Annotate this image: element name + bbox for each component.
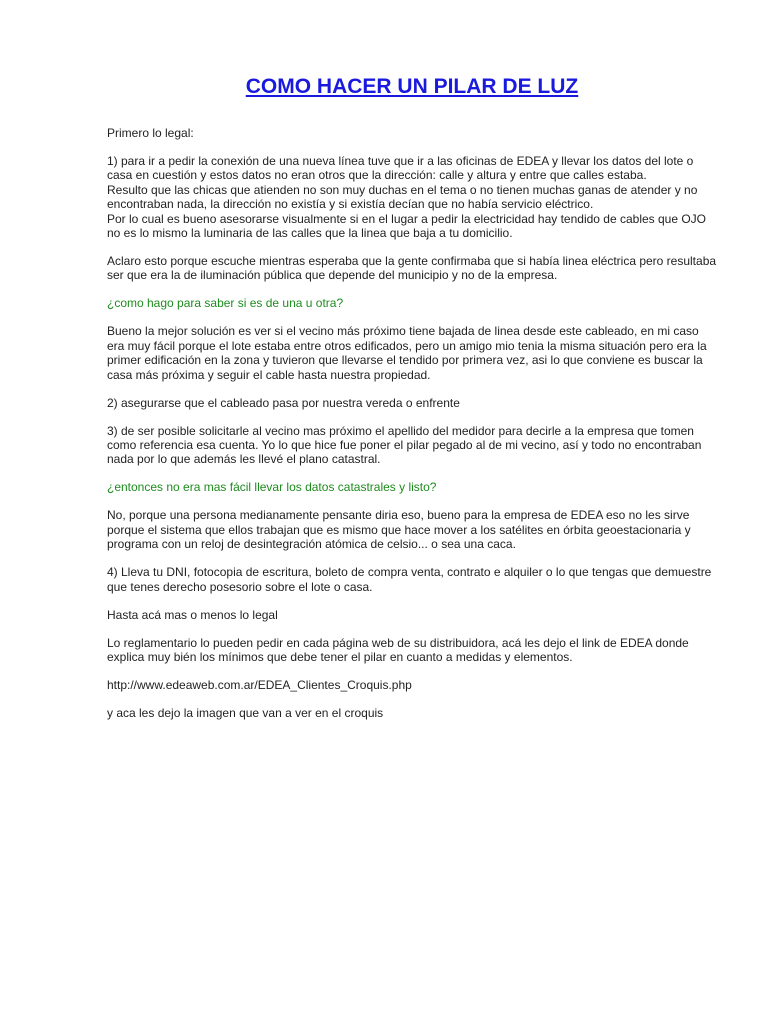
paragraph-step-1: 1) para ir a pedir la conexión de una nueva línea tuve que ir a las oficinas de EDEA y llevar los datos del lote o casa en cuestión y estos datos no eran otros que la dirección: calle y altura y entre que calles estaba. Resulto que las chicas que atienden no son muy duchas en el tema o no tienen muchas ganas de atender y no encontraban nada, la dirección no existía y si existía decían que no había servicio eléctrico. Por lo cual es bueno asesorarse visualmente si en el lugar a pedir la electricidad hay tendido de cables que OJO no es lo mismo la luminaria de las calles que la linea que baja a tu domicilio. (107, 154, 707, 241)
question-cadastral: ¿entonces no era mas fácil llevar los datos catastrales y listo? (107, 480, 437, 495)
paragraph-step-2: 2) asegurarse que el cableado pasa por nuestra vereda o enfrente (107, 395, 460, 410)
paragraph-legal-end: Hasta acá mas o menos lo legal (107, 607, 278, 622)
paragraph-answer-cadastral: No, porque una persona medianamente pensante diria eso, bueno para la empresa de EDEA eso no les sirve porque el sistema que ellos trabajan que es mismo que hace mover a los satélites en órbita geoestacionaria y programa con un reloj de desintegración atómica de celsio... o sea una caca. (107, 508, 691, 552)
paragraph-answer-neighbor: Bueno la mejor solución es ver si el vecino más próximo tiene bajada de linea desde este cableado, en mi caso era muy fácil porque el lote estaba entre otros edificados, pero un amigo mio tenia la misma situación pero era la primer edificación en la zona y tuvieron que llevarse el tendido por primera vez, asi lo que conviene es buscar la casa más próxima y seguir el cable hasta nuestra propiedad. (107, 324, 707, 382)
question-how-to-know: ¿como hago para saber si es de una u otra? (107, 296, 344, 311)
paragraph-regulations: Lo reglamentario lo pueden pedir en cada página web de su distribuidora, acá les dejo el link de EDEA donde explica muy bién los mínimos que debe tener el pilar en cuanto a medidas y elementos. (107, 635, 689, 665)
document-title: COMO HACER UN PILAR DE LUZ (245, 75, 579, 98)
document-body (107, 126, 717, 734)
paragraph-clarification: Aclaro esto porque escuche mientras esperaba que la gente confirmaba que si había linea eléctrica pero resultaba ser que era la de iluminación pública que depende del municipio y no de la empresa. (107, 254, 717, 283)
paragraph-image-note: y aca les dejo la imagen que van a ver en el croquis (107, 706, 384, 721)
paragraph-step-4: 4) Lleva tu DNI, fotocopia de escritura, boleto de compra venta, contrato e alquiler o lo que tengas que demuestre que tenes derecho posesorio sobre el lote o casa. (107, 565, 712, 594)
edea-link[interactable]: http://www.edeaweb.com.ar/EDEA_Clientes_Croquis.php (107, 678, 412, 693)
paragraph-step-3: 3) de ser posible solicitarle al vecino mas próximo el apellido del medidor para decirle a la empresa que tomen como referencia esa cuenta. Yo lo que hice fue poner el pilar pegado al de mi vecino, así y todo no encontraban nada por lo que además les llevé el plano catastral. (107, 423, 702, 467)
paragraph-intro: Primero lo legal: (107, 126, 194, 140)
